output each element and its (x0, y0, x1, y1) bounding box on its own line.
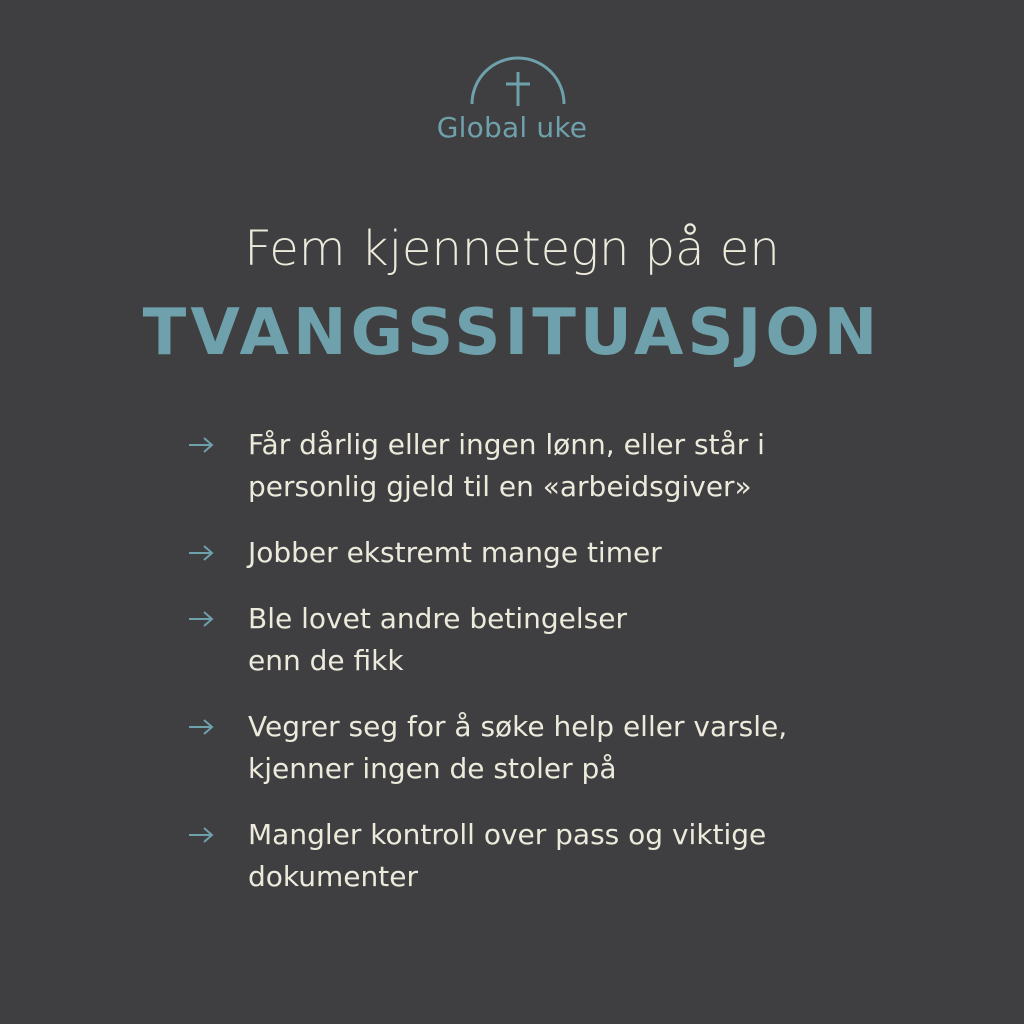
characteristics-list (188, 424, 888, 922)
arrow-right-icon (188, 598, 218, 640)
list-item-text: Mangler kontroll over pass og viktige dokumenter (248, 818, 767, 893)
list-item-text: Ble lovet andre betingelser enn de fikk (248, 602, 628, 677)
arrow-right-icon (188, 424, 218, 466)
logo-text: Global uke (436, 111, 588, 144)
arch-cross-icon (466, 50, 570, 106)
list-item (188, 424, 888, 508)
subtitle: Fem kjennetegn på en (244, 221, 780, 277)
list-item (188, 706, 888, 790)
list-item-text: Jobber ekstremt mange timer (248, 536, 662, 569)
list-item (188, 598, 888, 682)
arrow-right-icon (188, 814, 218, 856)
logo (0, 50, 1024, 150)
arrow-right-icon (188, 706, 218, 748)
headline: TVANGSSITUASJON (142, 296, 882, 370)
arrow-right-icon (188, 532, 218, 574)
list-item (188, 814, 888, 898)
list-item (188, 532, 888, 574)
list-item-text: Vegrer seg for å søke help eller varsle, kjenner ingen de stoler på (248, 710, 788, 785)
list-item-text: Får dårlig eller ingen lønn, eller står i personlig gjeld til en «arbeidsgiver» (248, 428, 765, 503)
